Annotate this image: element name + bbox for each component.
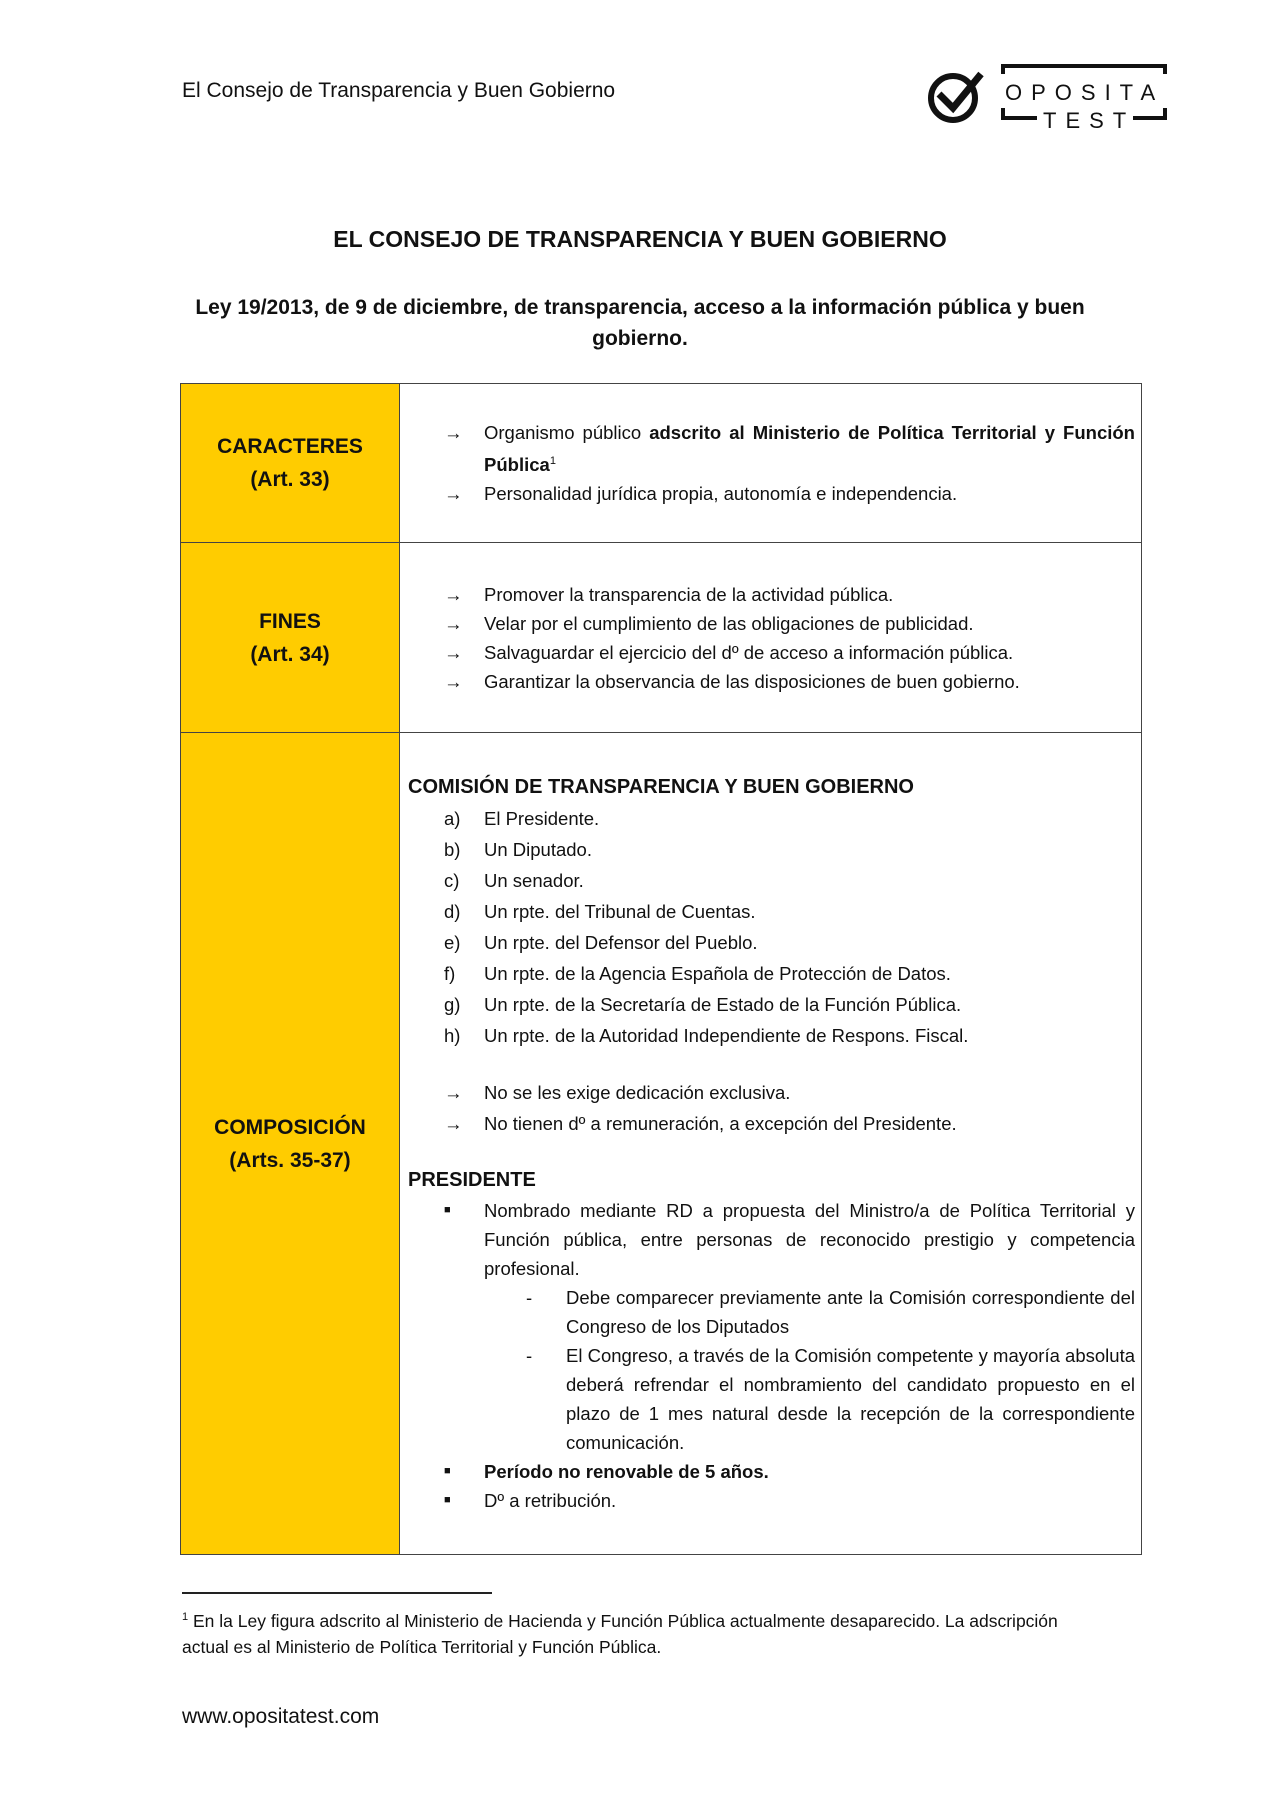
arrow-icon: → [444,421,463,443]
row-label: FINES [259,609,321,633]
header-text: El Consejo de Transparencia y Buen Gobierno [182,79,616,102]
section-heading: COMISIÓN DE TRANSPARENCIA Y BUEN GOBIERNO [408,776,914,798]
page-subtitle: Ley 19/2013, de 9 de diciembre, de transparencia, acceso a la información pública y buen gobierno. [195,296,1085,350]
arrow-icon: → [444,1113,463,1134]
footnote-ref: 1 [549,454,556,467]
footnote-divider [182,1592,492,1594]
row-label: COMPOSICIÓN [214,1115,366,1139]
bullet-icon: ■ [444,1494,451,1506]
opositatest-logo [925,62,1170,134]
arrow-icon: → [444,670,463,692]
row-article: (Arts. 35-37) [229,1148,351,1172]
arrow-icon: → [444,612,463,634]
row-article: (Art. 34) [250,642,330,666]
summary-table [180,383,1142,1555]
footnote: $^1$ En la Ley figura adscrito al Ministerio de Hacienda y Función Pública actualmente desaparecido. La adscripción actual es al Ministerio de Política Territorial y Función Pública. [182,1610,1058,1657]
row-fines: FINES (Art. 34) → Promover la transparencia de la actividad pública. → Velar por el cumplimiento de las obligaciones de publicidad. → Salvaguardar el ejercicio del dº de acceso a información pública. → Garantizar la observancia de las disposiciones de buen gobierno. [181,543,1142,733]
section-heading: PRESIDENTE [408,1169,536,1191]
row-article: (Art. 33) [250,468,330,491]
arrow-icon: → [444,483,463,505]
svg-text:OPOSITA: OPOSITA [1005,80,1165,105]
row-label: CARACTERES [217,435,363,458]
row-composicion: COMPOSICIÓN (Arts. 35-37) COMISIÓN DE TRANSPARENCIA Y BUEN GOBIERNO a) El Presidente. b) Un Diputado. c) Un senador. d) Un rpte. del Tribunal de Cuentas. e) Un rpte. del Defensor del Pueblo. f) Un rpte. de la Agencia Española de Protección de Datos. g) Un rpte. de la Secretaría de Estado de la Función Pública. h) Un rpte. de la Autoridad Independiente de Respons. Fiscal. → No se les exige dedicación exclusiva. → No tienen dº a remuneración, a excepción del Presidente. PRESIDENTE ■ Nombrado mediante RD a propuesta del Ministro/a de Política Territorial y Función pública, entre personas de reconocido prestigio y competencia profesional. - Debe comparecer previamente ante la Comisión correspondiente del Congreso de los Diputados - El Congreso, a través de la Comisión competente y mayoría absoluta deberá refrendar el nombramiento del candidato propuesto en el plazo de 1 mes natural desde la recepción de la correspondiente comunicación. ■ Período no renovable de 5 años. ■ Dº a retribución. [181,733,1142,1555]
arrow-icon: → [444,1082,463,1103]
bullet-icon: ■ [444,1204,451,1216]
footer-url: www.opositatest.com [182,1705,380,1728]
row-caracteres: CARACTERES (Art. 33) → Organismo público adscrito al Ministerio de Política Territorial y Función Pública$^1$ → Personalidad jurídica propia, autonomía e independencia. [181,384,1142,543]
page-title: EL CONSEJO DE TRANSPARENCIA Y BUEN GOBIERNO [333,226,947,252]
arrow-icon: → [444,641,463,663]
svg-text:TEST: TEST [1043,108,1136,133]
arrow-icon: → [444,583,463,605]
bullet-icon: ■ [444,1465,451,1477]
